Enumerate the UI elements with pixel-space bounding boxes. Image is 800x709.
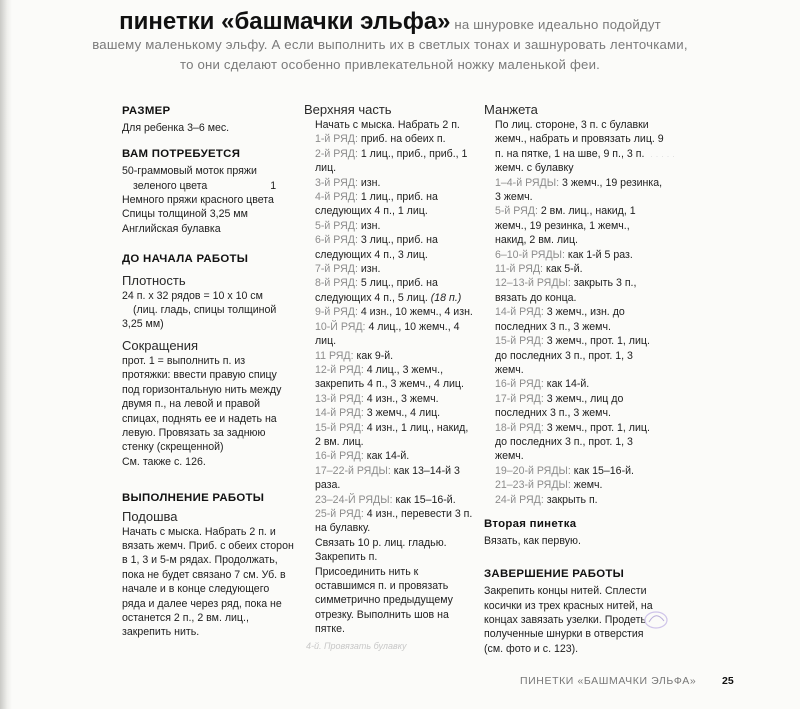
row-label: 12–13-й РЯДЫ:	[495, 277, 571, 290]
column-1	[122, 104, 294, 640]
footer-title: ПИНЕТКИ «БАШМАЧКИ ЭЛЬФА»	[520, 675, 697, 687]
row-text: закрыть п.	[546, 493, 598, 506]
row-label: 15-й РЯД:	[495, 335, 544, 348]
row-text: 4 изн., перевести 3 п. на булавку.	[315, 507, 473, 535]
pattern-row	[484, 176, 664, 205]
second-bootie-text: Вязать, как первую.	[484, 535, 581, 548]
abbreviations-subheading: Сокращения	[122, 337, 199, 353]
row-text: 4 изн., 1 лиц., накид, 2 вм. лиц.	[315, 421, 469, 448]
pattern-row	[484, 392, 664, 421]
row-text: 4 изн., 10 жемч., 4 изн.	[360, 306, 473, 319]
pattern-row	[304, 493, 476, 507]
size-heading: РАЗМЕР	[122, 105, 171, 117]
pattern-row	[304, 421, 476, 450]
row-label: 15-й РЯД:	[315, 421, 364, 434]
pattern-row	[484, 493, 664, 507]
row-text: изн.	[360, 176, 381, 189]
row-text: закрыть 3 п., вязать до конца.	[495, 277, 637, 304]
row-text: 3 жемч., 4 лиц.	[366, 407, 441, 420]
row-text: 1 лиц., приб., приб., 1 лиц.	[315, 147, 468, 175]
row-text: 3 жемч., лиц до последних 3 п., 3 жемч.	[495, 392, 624, 420]
cuff-intro-extra: с булавку	[526, 162, 574, 175]
row-text: 3 жемч., изн. до последних 3 п., 3 жемч.	[495, 306, 625, 333]
row-stitch-count: (18 п.)	[430, 291, 462, 304]
before-work-heading: ДО НАЧАЛА РАБОТЫ	[122, 253, 249, 266]
pattern-row	[304, 276, 476, 305]
pattern-row	[304, 262, 476, 276]
row-text: 1 лиц., приб. на следующих 4 п., 1 лиц.	[315, 191, 438, 218]
stamp-mark	[640, 608, 674, 630]
row-text: жемч.	[573, 479, 603, 492]
row-text: 4 лиц., 10 жемч., 4 лиц.	[315, 320, 460, 348]
intro	[70, 8, 710, 75]
pattern-row	[304, 363, 476, 392]
sole-subheading: Подошва	[122, 508, 178, 524]
pattern-row	[304, 349, 476, 363]
density-subheading: Плотность	[122, 272, 186, 288]
density-line: (лиц. гладь, спицы толщиной	[133, 304, 277, 317]
row-label: 14-й РЯД:	[495, 306, 544, 319]
materials-heading: ВАМ ПОТРЕБУЕТСЯ	[122, 147, 241, 160]
materials-item-text: зеленого цвета	[133, 179, 208, 192]
row-label: 6–10-й РЯДЫ:	[495, 248, 565, 261]
pattern-row	[304, 320, 476, 349]
row-text: изн.	[360, 263, 381, 276]
materials-item	[122, 179, 294, 193]
materials-item: Немного пряжи красного цвета	[122, 194, 274, 207]
row-label: 5-й РЯД:	[315, 219, 358, 232]
pattern-row	[304, 305, 476, 319]
row-text: приб. на обеих п.	[360, 133, 446, 146]
pattern-row	[484, 262, 664, 276]
cuff-rows	[484, 176, 664, 507]
upper-part-subheading: Верхняя часть	[304, 102, 392, 117]
row-label: 16-й РЯД:	[315, 450, 364, 463]
pattern-row	[304, 147, 476, 176]
row-text: как 15–16-й.	[395, 493, 456, 506]
page-number: 25	[722, 675, 734, 687]
finishing-heading: ЗАВЕРШЕНИЕ РАБОТЫ	[484, 567, 625, 580]
size-text: Для ребенка 3–6 мес.	[122, 122, 230, 135]
intro-line-1: на шнуровке идеально подойдут	[454, 17, 661, 32]
abbreviations-reference: См. также с. 126.	[122, 455, 206, 468]
row-text: изн.	[360, 219, 381, 232]
row-text: как 13–14-й 3 раза.	[315, 464, 460, 492]
materials-item-qty: 1	[270, 179, 277, 192]
upper-start: Начать с мыска. Набрать 2 п.	[315, 119, 460, 131]
row-label: 14-й РЯД:	[315, 407, 364, 420]
pattern-row	[304, 219, 476, 233]
pattern-row	[304, 132, 476, 146]
materials-item: Спицы толщиной 3,25 мм	[122, 208, 248, 221]
finishing-text: Закрепить концы нитей. Сплести косички из трех красных нитей, на концах завязать узелки. Продеть полученные шнурки в отверстия (см. фото и с. 123).	[484, 585, 653, 655]
page-title: пинетки «башмачки эльфа»	[119, 8, 451, 35]
row-label: 9-й РЯД:	[315, 306, 358, 319]
row-text: как 14-й.	[546, 378, 590, 391]
pattern-row	[484, 421, 664, 464]
pattern-row	[484, 276, 664, 305]
pattern-row	[304, 507, 476, 536]
density-line: 24 п. х 32 рядов = 10 х 10 см	[122, 289, 263, 302]
row-label: 25-й РЯД:	[315, 507, 364, 520]
row-text: 4 лиц., 3 жемч., закрепить 4 п., 3 жемч., 4 лиц.	[315, 363, 464, 391]
pattern-row	[304, 406, 476, 420]
density-line: 3,25 мм)	[122, 318, 164, 331]
materials-item: Английская булавка	[122, 222, 221, 235]
sole-text: Начать с мыска. Набрать 2 п. и вязать жемч. Приб. с обеих сторон в 1, 3 и 5-м рядах. Продолжать, пока не будет связано 7 см. Уб. в начале и в конце следующего ряда и далее через ряд, пока не останется 2 п., 2 вм. лиц., закрепить нить.	[122, 525, 294, 639]
faint-handwritten-note: 4-й. Провязать булавку	[306, 640, 407, 651]
row-label: 6-й РЯД:	[315, 234, 358, 247]
cuff-intro-text: По лиц. стороне, 3 п. с булавки жемч., набрать и провязать лиц. 9 п. на пятке, 1 на шве, 9 п., 3 п. жемч.	[495, 119, 664, 175]
row-label: 11-й РЯД:	[495, 263, 543, 276]
row-label: 17–22-й РЯДЫ:	[315, 464, 391, 477]
cuff-intro	[484, 118, 664, 176]
intro-line-3: то они сделают особенно привлекательной ножку маленькой феи.	[180, 57, 600, 72]
row-text: 3 жемч., прот. 1, лиц. до последних 3 п., прот. 1, 3 жемч.	[495, 335, 650, 376]
row-label: 18-й РЯД:	[495, 421, 544, 434]
page-footer	[520, 675, 740, 687]
row-text: как 15–16-й.	[573, 464, 634, 477]
row-label: 13-й РЯД:	[315, 392, 364, 405]
row-label: 3-й РЯД:	[315, 176, 358, 189]
pattern-row	[304, 464, 476, 493]
row-label: 8-й РЯД:	[315, 277, 358, 290]
row-label: 16-й РЯД:	[495, 378, 544, 391]
row-label: 1–4-й РЯДЫ:	[495, 176, 560, 189]
row-label: 2-й РЯД:	[315, 147, 358, 160]
page-spine-shadow	[0, 0, 12, 709]
faint-bleed-mark: · · · · ·	[650, 151, 675, 161]
pattern-row	[484, 377, 664, 391]
row-text: как 5-й.	[545, 263, 583, 276]
row-label: 19–20-й РЯДЫ:	[495, 464, 571, 477]
row-label: 1-й РЯД:	[315, 133, 358, 146]
cuff-subheading: Манжета	[484, 102, 538, 117]
row-text: 3 лиц., приб. на следующих 4 п., 3 лиц.	[315, 234, 438, 261]
row-text: 3 жемч., прот. 1, лиц. до последних 3 п., прот. 1, 3 жемч.	[495, 421, 650, 463]
row-text: 2 вм. лиц., накид, 1 жемч., 19 резинка, 1 жемч., накид, 2 вм. лиц.	[495, 205, 636, 247]
row-text: 5 лиц., приб. на следующих 4 п., 5 лиц.	[315, 277, 438, 304]
row-label: 11 РЯД:	[315, 349, 354, 362]
pattern-row	[304, 176, 476, 190]
column-3	[484, 104, 664, 656]
row-label: 7-й РЯД:	[315, 263, 358, 276]
row-text: как 1-й 5 раз.	[567, 248, 633, 261]
row-label: 17-й РЯД:	[495, 392, 544, 405]
pattern-row	[304, 392, 476, 406]
row-label: 5-й РЯД:	[495, 205, 538, 218]
row-label: 12-й РЯД:	[315, 363, 364, 376]
row-text: 3 жемч., 19 резинка, 3 жемч.	[495, 176, 663, 204]
execution-heading: ВЫПОЛНЕНИЕ РАБОТЫ	[122, 492, 265, 505]
pattern-row	[304, 190, 476, 219]
intro-line-2: вашему маленькому эльфу. А если выполнить их в светлых тонах и зашнуровать ленточками,	[92, 37, 688, 52]
upper-tie: Связать 10 р. лиц. гладью. Закрепить п.	[315, 536, 447, 564]
pattern-row	[484, 248, 664, 262]
pattern-row	[484, 204, 664, 247]
row-label: 4-й РЯД:	[315, 191, 358, 204]
pattern-row	[484, 478, 664, 492]
row-text: как 9-й.	[356, 349, 394, 362]
row-text: как 14-й.	[366, 450, 410, 463]
materials-item: 50-граммовый моток пряжи	[122, 165, 257, 178]
row-text: 4 изн., 3 жемч.	[366, 392, 439, 405]
row-label: 23–24-Й РЯДЫ:	[315, 493, 393, 506]
row-label: 21–23-й РЯДЫ:	[495, 479, 571, 492]
upper-attach: Присоединить нить к оставшимся п. и провязать симметрично предыдущему отрезку. Выполнить шов на пятке.	[315, 565, 453, 636]
pattern-row	[484, 464, 664, 478]
pattern-row	[304, 233, 476, 262]
pattern-row	[484, 305, 664, 334]
pattern-row	[484, 334, 664, 377]
second-bootie-heading: Вторая пинетка	[484, 517, 577, 530]
column-2	[304, 104, 476, 653]
upper-rows	[304, 132, 476, 535]
row-label: 10-Й РЯД:	[315, 320, 366, 333]
pattern-row	[304, 449, 476, 463]
abbreviations-text: прот. 1 = выполнить п. из протяжки: ввести правую спицу под горизонтальную нить между двумя п., на левой и правой спицах, поднять ее и надеть на левую. Провязать за заднюю стенку (скрещенной)	[122, 354, 282, 454]
row-label: 24-й РЯД:	[495, 493, 544, 506]
